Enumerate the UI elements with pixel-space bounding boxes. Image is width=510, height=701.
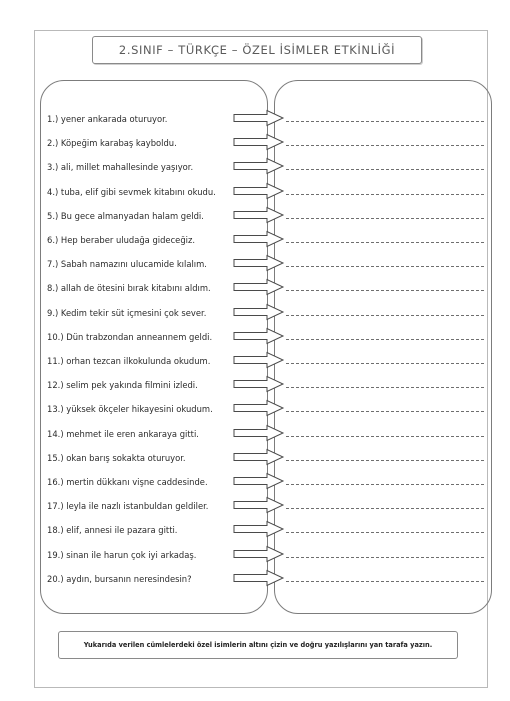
exercise-row	[0, 544, 510, 566]
answer-line[interactable]	[286, 194, 484, 195]
sentence-text: 16.) mertin dükkanı vişne caddesinde.	[47, 477, 208, 487]
sentence-text: 14.) mehmet ile eren ankaraya gitti.	[47, 428, 199, 439]
answer-line[interactable]	[286, 581, 484, 582]
exercise-row	[0, 398, 510, 420]
sentence-text: 3.) ali, millet mahallesinde yaşıyor.	[47, 162, 194, 173]
instruction-text: Yukarıda verilen cümlelerdeki özel isimlerin altını çizin ve doğru yazılışlarını yan tarafa yazın.	[83, 641, 433, 649]
sentence-text: 8.) allah de ötesini bırak kitabını aldım.	[47, 283, 211, 294]
arrow-right-icon	[233, 157, 285, 175]
arrow-right-icon	[233, 472, 285, 490]
exercise-row	[0, 205, 510, 227]
exercise-row	[0, 350, 510, 372]
sentence-text: 4.) tuba, elif gibi sevmek kitabını okudu.	[47, 186, 216, 197]
arrow-right-icon	[233, 545, 285, 563]
answer-line[interactable]	[286, 218, 484, 219]
arrow-right-icon	[233, 182, 285, 200]
sentence-text: 12.) selim pek yakında filmini izledi.	[47, 380, 198, 391]
answer-line[interactable]	[286, 169, 484, 170]
arrow-right-icon	[233, 520, 285, 538]
exercise-row	[0, 277, 510, 299]
sentence-text: 2.) Köpeğim karabaş kayboldu.	[47, 138, 177, 149]
sentence-text: 13.) yüksek ökçeler hikayesini okudum.	[47, 404, 213, 415]
arrow-right-icon	[233, 327, 285, 345]
arrow-right-icon	[233, 399, 285, 417]
exercise-row	[0, 471, 510, 493]
answer-line[interactable]	[286, 266, 484, 267]
arrow-right-icon	[233, 569, 285, 587]
answer-line[interactable]	[286, 363, 484, 364]
exercise-row	[0, 519, 510, 541]
exercise-row	[0, 374, 510, 396]
arrow-right-icon	[233, 230, 285, 248]
answer-line[interactable]	[286, 315, 484, 316]
sentence-text: 15.) okan barış sokakta oturuyor.	[47, 452, 186, 463]
sentence-text: 10.) Dün trabzondan anneannem geldi.	[47, 331, 213, 342]
arrow-right-icon	[233, 351, 285, 369]
arrow-right-icon	[233, 303, 285, 321]
arrow-right-icon	[233, 254, 285, 272]
exercise-row	[0, 132, 510, 154]
sentence-text: 19.) sinan ile harun çok iyi arkadaş.	[47, 549, 197, 560]
arrow-right-icon	[233, 109, 285, 127]
answer-line[interactable]	[286, 387, 484, 388]
answer-line[interactable]	[286, 290, 484, 291]
arrow-right-icon	[233, 278, 285, 296]
arrow-right-icon	[233, 206, 285, 224]
exercise-row	[0, 423, 510, 445]
worksheet-title: 2.SINIF – TÜRKÇE – ÖZEL İSİMLER ETKİNLİĞİ	[118, 43, 396, 57]
answer-line[interactable]	[286, 460, 484, 461]
exercise-row	[0, 229, 510, 251]
arrow-right-icon	[233, 496, 285, 514]
sentence-text: 9.) Kedim tekir süt içmesini çok sever.	[47, 307, 207, 318]
exercise-row	[0, 108, 510, 130]
exercise-row	[0, 326, 510, 348]
arrow-right-icon	[233, 424, 285, 442]
instruction-box	[58, 631, 458, 659]
answer-line[interactable]	[286, 557, 484, 558]
sentence-text: 18.) elif, annesi ile pazara gitti.	[47, 525, 178, 536]
arrow-right-icon	[233, 375, 285, 393]
sentence-text: 17.) leyla ile nazlı istanbuldan geldiler.	[47, 501, 209, 512]
exercise-row	[0, 181, 510, 203]
answer-line[interactable]	[286, 484, 484, 485]
answer-line[interactable]	[286, 532, 484, 533]
sentence-text: 6.) Hep beraber uludağa gideceğiz.	[47, 235, 196, 245]
exercise-row	[0, 568, 510, 590]
exercise-row	[0, 447, 510, 469]
answer-line[interactable]	[286, 436, 484, 437]
arrow-right-icon	[233, 133, 285, 151]
answer-line[interactable]	[286, 339, 484, 340]
exercise-row	[0, 156, 510, 178]
answer-line[interactable]	[286, 242, 484, 243]
answer-line[interactable]	[286, 411, 484, 412]
answer-line[interactable]	[286, 121, 484, 122]
sentence-text: 11.) orhan tezcan ilkokulunda okudum.	[47, 356, 211, 366]
exercise-row	[0, 302, 510, 324]
sentence-text: 1.) yener ankarada oturuyor.	[47, 114, 168, 124]
exercise-row	[0, 253, 510, 275]
answer-line[interactable]	[286, 145, 484, 146]
sentence-text: 20.) aydın, bursanın neresindesin?	[47, 573, 192, 584]
sentence-text: 5.) Bu gece almanyadan halam geldi.	[47, 210, 204, 221]
sentence-text: 7.) Sabah namazını ulucamide kılalım.	[47, 259, 207, 270]
title-box	[92, 36, 422, 64]
exercise-row	[0, 495, 510, 517]
arrow-right-icon	[233, 448, 285, 466]
answer-line[interactable]	[286, 508, 484, 509]
